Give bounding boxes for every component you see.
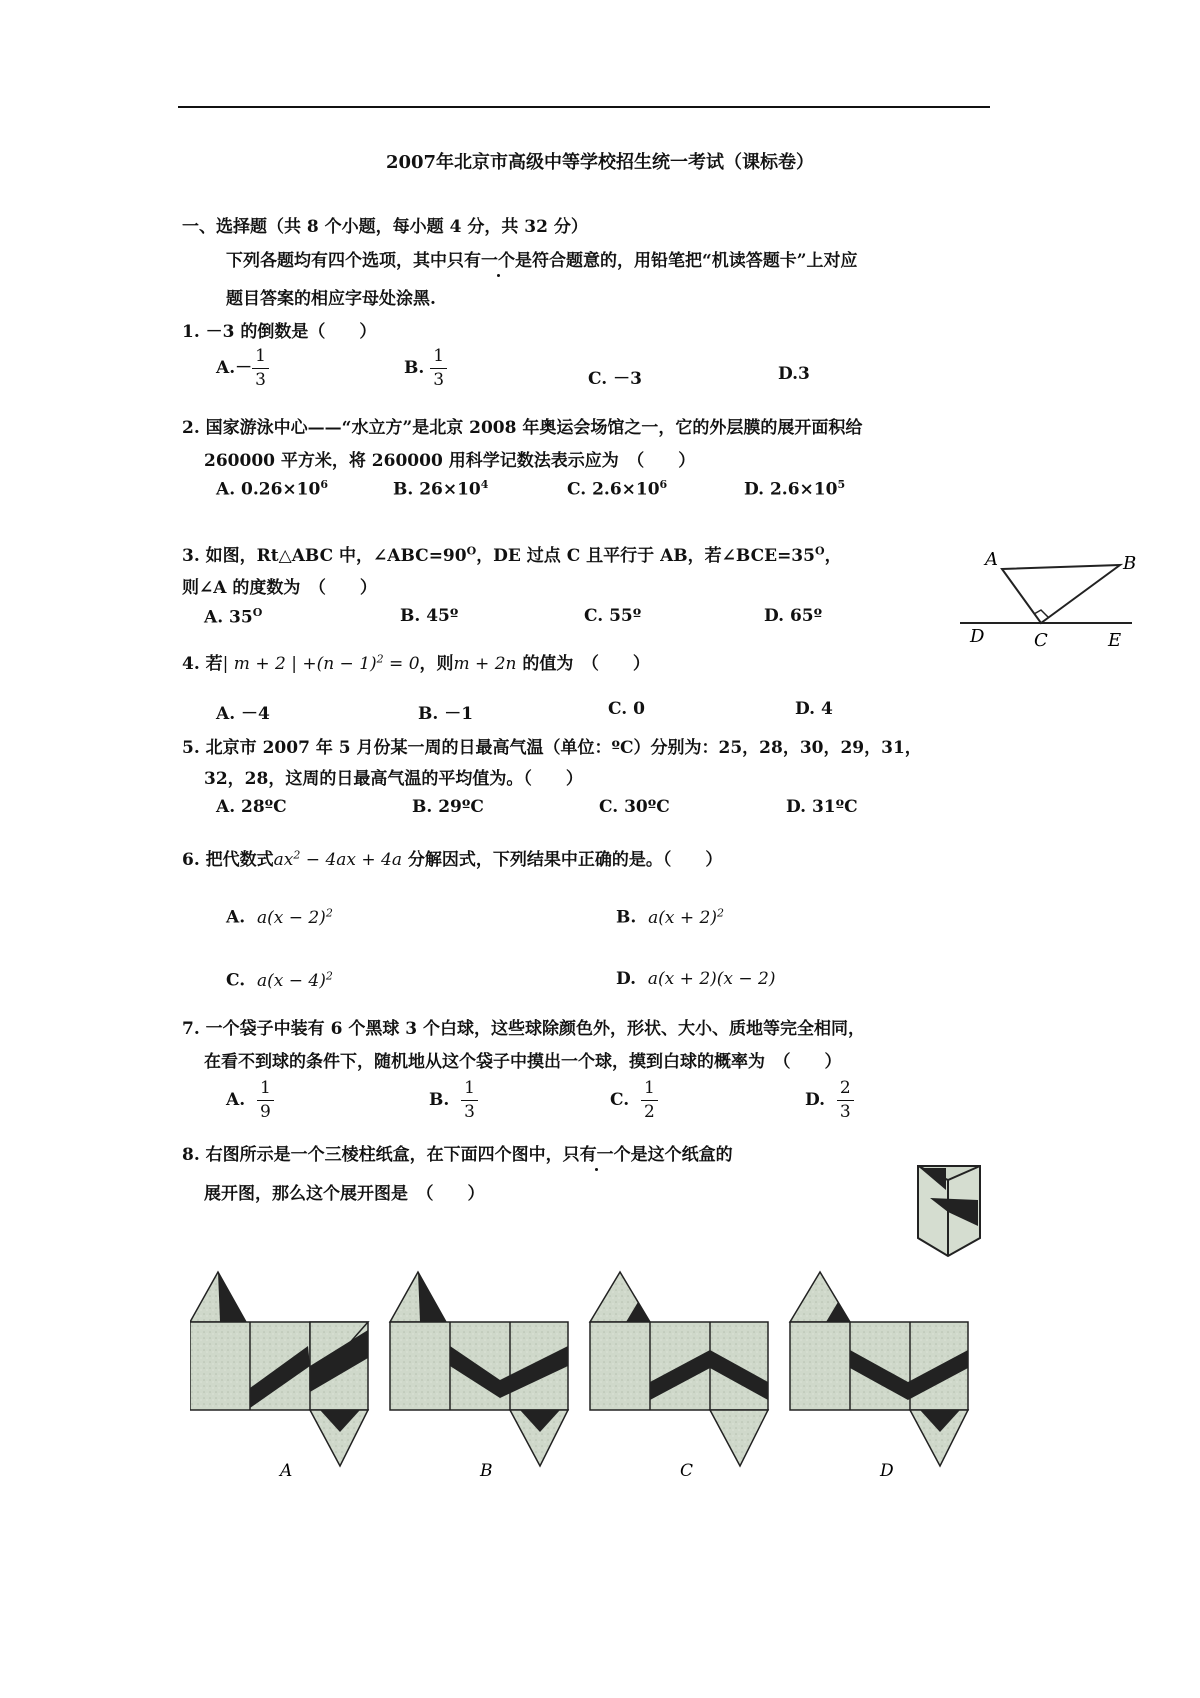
q7-option-d: D. $\frac{2}{3}$ — [805, 1080, 854, 1121]
q3-option-c: C. 55º — [584, 606, 642, 626]
q4-option-b: B. －1 — [418, 704, 474, 724]
prism-figure — [910, 1160, 990, 1260]
net-label-d: D — [880, 1461, 894, 1480]
net-option-c — [590, 1272, 768, 1466]
q7-option-c: C. $\frac{1}{2}$ — [610, 1080, 658, 1121]
header-rule — [178, 106, 990, 108]
q3-option-a: A. $35^O$ — [204, 606, 263, 628]
q6-expression: $ax^2 - 4ax + 4a$ — [273, 848, 402, 870]
q5-stem-line2: 32，28，这周的日最高气温的平均值为。（ ） — [204, 769, 583, 789]
q5-option-c: C. 30ºC — [599, 797, 670, 817]
label-a: A — [985, 549, 998, 570]
label-b: B — [1123, 553, 1137, 574]
q6-stem: 6. 把代数式$ax^2 - 4ax + 4a$ 分解因式，下列结果中正确的是。（ ） — [182, 848, 723, 870]
q1-option-b: B. $\frac{1}{3}$ — [404, 348, 447, 389]
label-c: C — [1034, 630, 1048, 650]
exam-title: 2007年北京市高级中等学校招生统一考试（课标卷） — [385, 152, 815, 173]
q2-stem-line2: 260000 平方米，将 260000 用科学记数法表示应为 （ ） — [204, 451, 696, 471]
q2-option-c: C. $2.6\times 10^6$ — [567, 478, 668, 500]
q4-option-d: D. 4 — [795, 699, 833, 719]
q1-option-a: A.－ $\frac{1}{3}$ — [216, 348, 269, 389]
net-option-b — [390, 1272, 568, 1466]
q3-option-d: D. 65º — [764, 606, 823, 626]
q6-option-b: B. $a(x + 2)^2$ — [616, 906, 724, 928]
q4-expression: | m + 2 | $+(n - 1)^2 = 0$ — [222, 652, 420, 674]
net-option-d — [790, 1272, 968, 1466]
q3-triangle-figure — [960, 545, 1140, 650]
net-label-b: B — [480, 1461, 493, 1480]
q7-stem-line1: 7. 一个袋子中装有 6 个黑球 3 个白球，这些球除颜色外，形状、大小、质地等完全相同， — [182, 1019, 865, 1039]
q8-stem-line2: 展开图，那么这个展开图是 （ ） — [204, 1184, 485, 1204]
q5-option-b: B. 29ºC — [412, 797, 484, 817]
q7-option-a: A. $\frac{1}{9}$ — [226, 1080, 274, 1121]
emphasis-dots: 只有一个 — [563, 1145, 631, 1165]
q2-stem-line1: 2. 国家游泳中心——“水立方”是北京 2008 年奥运会场馆之一，它的外层膜的展开面积给 — [182, 418, 863, 438]
net-label-c: C — [680, 1461, 694, 1480]
q6-option-d: D. a(x + 2)(x − 2) — [616, 969, 776, 989]
net-label-a: A — [280, 1461, 293, 1480]
emphasis-dots: 一个 — [481, 251, 515, 271]
q4-stem: 4. 若| m + 2 | $+(n - 1)^2 = 0$，则m + 2n 的值为 （ ） — [182, 652, 650, 674]
net-option-a — [190, 1272, 368, 1466]
q3-stem-line1: 3. 如图，Rt△ABC 中，$\angle ABC=90^O$，DE 过点 C 且平行于 AB，若$\angle BCE=35^O$， — [182, 544, 842, 566]
q2-option-b: B. $26\times 10^4$ — [393, 478, 489, 500]
net-options-figure — [190, 1270, 1020, 1480]
q4-option-a: A. －4 — [216, 704, 270, 724]
triangle-abc — [1002, 565, 1120, 623]
q6-option-c: C. $a(x - 4)^2$ — [226, 969, 333, 991]
q8-stem-line1: 8. 右图所示是一个三棱柱纸盒，在下面四个图中，只有一个是这个纸盒的 — [182, 1140, 733, 1165]
q6-option-a: A. $a(x - 2)^2$ — [226, 906, 333, 928]
q1-option-c: C. －3 — [588, 369, 642, 389]
q1-option-d: D.3 — [778, 364, 810, 384]
q3-stem-line2: 则∠A 的度数为 （ ） — [182, 578, 377, 598]
q3-option-b: B. 45º — [400, 606, 459, 626]
section-instructions: 下列各题均有四个选项，其中只有一个是符合题意的，用铅笔把“机读答题卡”上对应 — [226, 246, 858, 271]
q2-option-d: D. $2.6\times 10^5$ — [744, 478, 846, 500]
q1-stem: 1. －3 的倒数是（ ） — [182, 322, 377, 342]
q2-option-a: A. $0.26\times 10^6$ — [216, 478, 328, 500]
q7-stem-line2: 在看不到球的条件下，随机地从这个袋子中摸出一个球，摸到白球的概率为 （ ） — [204, 1052, 842, 1072]
section-instructions-line2: 题目答案的相应字母处涂黑. — [226, 289, 436, 309]
section-heading: 一、选择题（共 8 个小题，每小题 4 分，共 32 分） — [182, 217, 588, 237]
q5-option-a: A. 28ºC — [216, 797, 287, 817]
q4-option-c: C. 0 — [608, 699, 645, 719]
label-e: E — [1108, 630, 1122, 650]
q5-option-d: D. 31ºC — [786, 797, 858, 817]
q7-option-b: B. $\frac{1}{3}$ — [429, 1080, 478, 1121]
label-d: D — [970, 626, 985, 647]
q5-stem-line1: 5. 北京市 2007 年 5 月份某一周的日最高气温（单位：ºC）分别为：25，28，30，29，31， — [182, 738, 922, 758]
